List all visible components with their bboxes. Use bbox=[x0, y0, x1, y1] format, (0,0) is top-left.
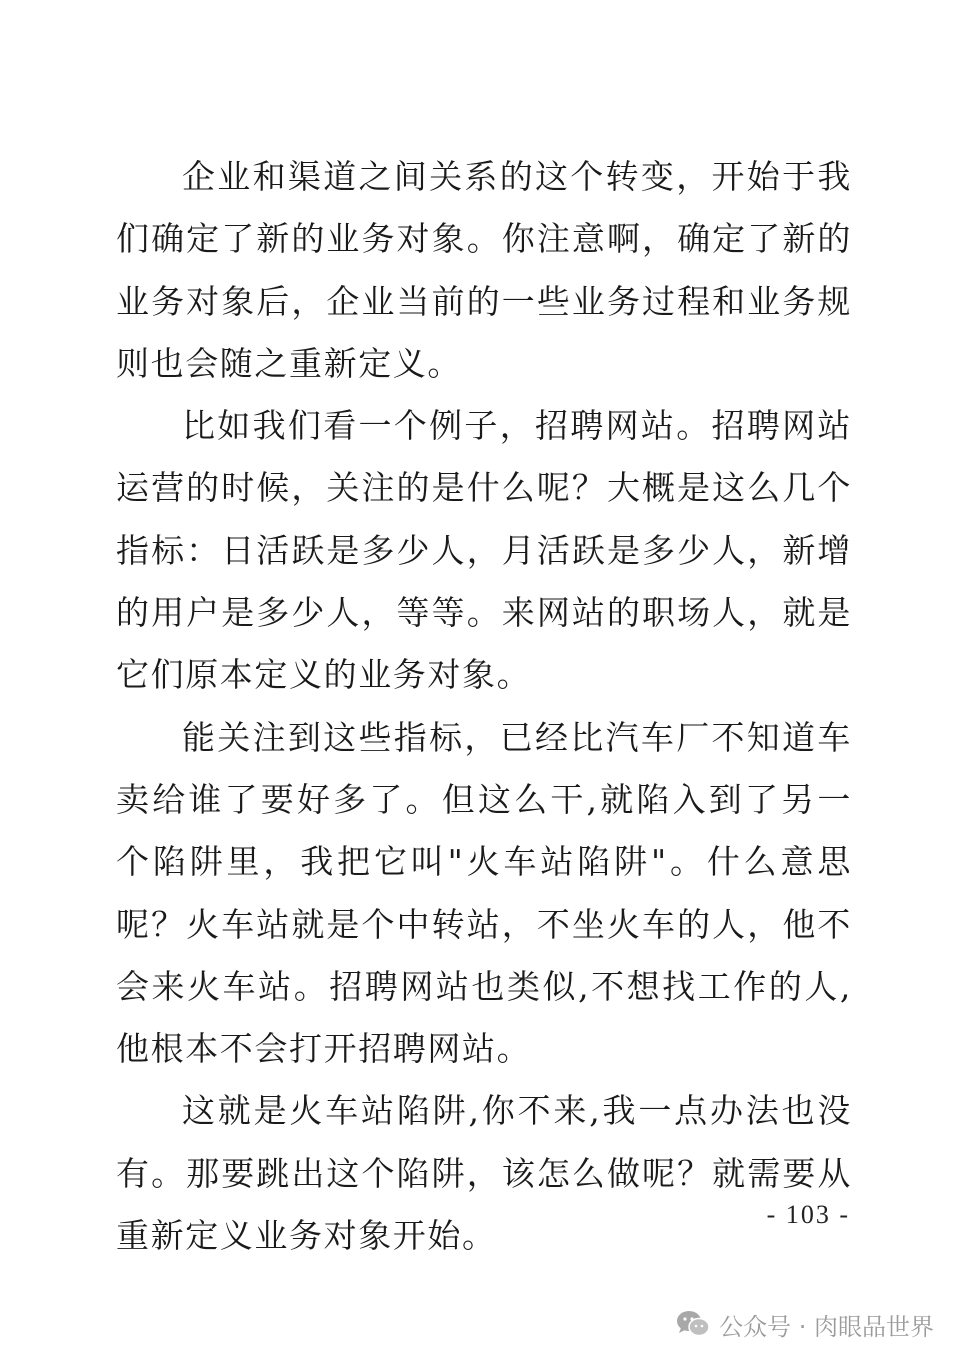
page-number: - 103 - bbox=[766, 1200, 850, 1229]
paragraph-1: 企业和渠道之间关系的这个转变，开始于我们确定了新的业务对象。你注意啊，确定了新的业务对象后，企业当前的一些业务过程和业务规则也会随之重新定义。 bbox=[116, 157, 852, 383]
watermark bbox=[675, 1306, 934, 1342]
paragraph-2: 比如我们看一个例子，招聘网站。招聘网站运营的时候，关注的是什么呢？大概是这么几个指标：日活跃是多少人，月活跃是多少人，新增的用户是多少人，等等。来网站的职场人，就是它们原本定义的业务对象。 bbox=[116, 406, 852, 695]
wechat-icon bbox=[675, 1309, 711, 1339]
paragraph-3: 能关注到这些指标，已经比汽车厂不知道车卖给谁了要好多了。但这么干,就陷入到了另一个陷阱里，我把它叫"火车站陷阱"。什么意思呢？火车站就是个中转站，不坐火车的人，他不会来火车站。招聘网站也类似,不想找工作的人,他根本不会打开招聘网站。 bbox=[116, 717, 852, 1069]
paragraph-4: 这就是火车站陷阱,你不来,我一点办法也没有。那要跳出这个陷阱，该怎么做呢？就需要从重新定义业务对象开始。 bbox=[116, 1091, 852, 1256]
watermark-text: 公众号 · 肉眼品世界 bbox=[719, 1312, 934, 1341]
body-text bbox=[116, 146, 852, 1267]
